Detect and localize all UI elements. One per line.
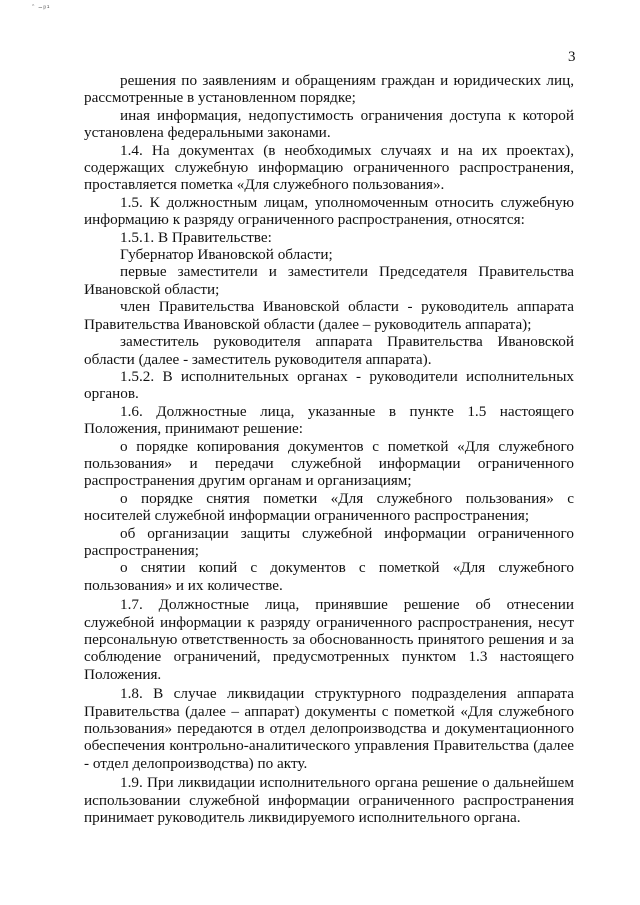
- document-body: [84, 72, 574, 826]
- paragraph: Губернатор Ивановской области;: [120, 246, 333, 264]
- paragraph: о порядке копирования документов с пометкой «Для служебного пользования» и передачи служебной информации ограниченного распространения другим органам и организациям;: [84, 437, 574, 490]
- paragraph: 1.8. В случае ликвидации структурного подразделения аппарата Правительства (далее – аппарат) документы с пометкой «Для служебного пользования» передаются в отдел делопроизводства и документационного обеспечения контрольно-аналитического управления Правительства (далее - отдел делопроизводства) по акту.: [84, 685, 574, 772]
- paragraph: заместитель руководителя аппарата Правительства Ивановской области (далее - заместитель руководителя аппарата).: [84, 333, 574, 368]
- paragraph: 1.6. Должностные лица, указанные в пункте 1.5 настоящего Положения, принимают решение:: [84, 402, 574, 438]
- paragraph: решения по заявлениям и обращениям граждан и юридических лиц, рассмотренные в установленном порядке;: [84, 72, 574, 107]
- paragraph: член Правительства Ивановской области - руководитель аппарата Правительства Ивановской области (далее – руководитель аппарата);: [84, 298, 574, 333]
- paragraph: о порядке снятия пометки «Для служебного пользования» с носителей служебной информации ограниченного распространения;: [84, 489, 574, 525]
- paragraph: 1.5. К должностным лицам, уполномоченным относить служебную информацию к разряду ограниченного распространения, относятся:: [84, 193, 574, 229]
- paragraph: 1.9. При ликвидации исполнительного органа решение о дальнейшем использовании служебной информации ограниченного распространения принимает руководитель ликвидируемого исполнительного органа.: [84, 774, 574, 827]
- paragraph: о снятии копий с документов с пометкой «Для служебного пользования» и их количестве.: [84, 559, 574, 594]
- paragraph: об организации защиты служебной информации ограниченного распространения;: [84, 524, 574, 559]
- paragraph: иная информация, недопустимость ограничения доступа к которой установлена федеральными законами.: [84, 106, 574, 142]
- paragraph: 1.5.1. В Правительстве:: [120, 228, 272, 246]
- paragraph: 1.4. На документах (в необходимых случаях и на их проектах), содержащих служебную информацию ограниченного распространения, проставляется пометка «Для служебного пользования».: [84, 141, 574, 194]
- scan-mark: ˆ ~ᵖ¹: [32, 5, 51, 12]
- paragraph: 1.7. Должностные лица, принявшие решение об отнесении служебной информации к разряду ограниченного распространения, несут персональную ответственность за обоснованность принятого решения и за соблюдение ограничений, предусмотренных пунктом 1.3 настоящего Положения.: [84, 596, 574, 683]
- paragraph: 1.5.2. В исполнительных органах - руководители исполнительных органов.: [84, 367, 574, 403]
- paragraph: первые заместители и заместители Председателя Правительства Ивановской области;: [84, 263, 574, 298]
- page-number: 3: [568, 49, 576, 65]
